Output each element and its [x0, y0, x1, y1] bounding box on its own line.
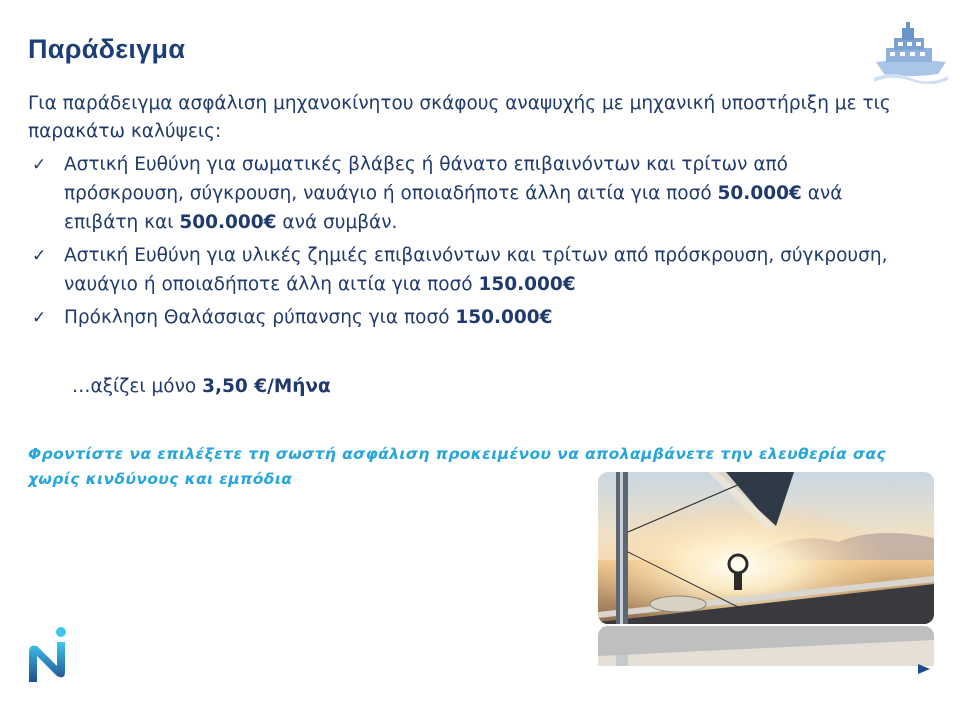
bullet-text: Αστική Ευθύνη για σωματικές βλάβες ή θάνατο επιβαινόντων και τρίτων από πρόσκρουση, σύγκρουση, ναυάγιο ή οποιαδήποτε άλλη αιτία για ποσό: [64, 154, 788, 204]
check-icon: ✓: [32, 155, 47, 175]
page-title: Παράδειγμα: [28, 34, 186, 64]
list-item: [30, 150, 910, 237]
bullet-text: ανά επιβάτη και: [64, 183, 843, 233]
ship-icon: [872, 18, 950, 84]
bullet-amount: 500.000€: [179, 212, 277, 233]
intro-text: Για παράδειγμα ασφάλιση μηχανοκίνητου σκάφους αναψυχής με μηχανική υποστήριξη με τις παρακάτω καλύψεις:: [28, 93, 891, 142]
list-item: [30, 303, 910, 332]
sailboat-photo: [598, 472, 934, 624]
bullet-amount: 150.000€: [478, 274, 576, 295]
list-item: [30, 241, 910, 299]
price-line: [72, 376, 331, 397]
price-prefix: …αξίζει μόνο: [72, 376, 203, 397]
coverage-list: [30, 150, 910, 336]
price-amount: 3,50 €/Μήνα: [202, 376, 331, 397]
tagline-note: Φροντίστε να επιλέξετε τη σωστή ασφάλιση προκειμένου να απολαμβάνετε την ελευθερία σας χωρίς κινδύνους και εμπόδια: [28, 445, 887, 488]
bullet-text: Πρόκληση Θαλάσσιας ρύπανσης για ποσό: [64, 307, 456, 328]
bullet-amount: 150.000€: [455, 307, 553, 328]
check-icon: ✓: [32, 246, 47, 266]
arrow-right-icon: [586, 662, 932, 676]
company-logo: [26, 626, 70, 682]
photo-reflection: [598, 626, 934, 666]
bullet-amount: 50.000€: [717, 183, 802, 204]
bullet-text: ανά συμβάν.: [276, 212, 398, 233]
check-icon: ✓: [32, 308, 47, 328]
bullet-text: Αστική Ευθύνη για υλικές ζημιές επιβαινόντων και τρίτων από πρόσκρουση, σύγκρουση, ναυάγιο ή οποιαδήποτε άλλη αιτία για ποσό: [64, 245, 888, 295]
